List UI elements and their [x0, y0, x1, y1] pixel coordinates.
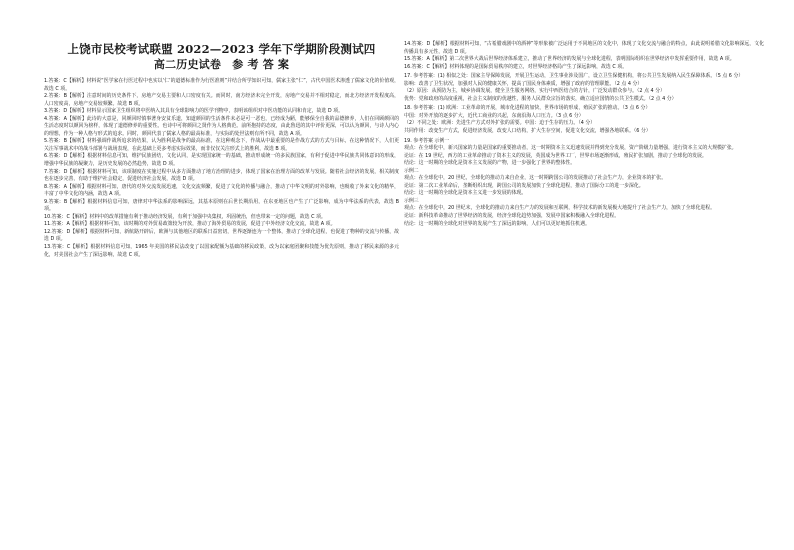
answer-paragraph: 共同作用：改变生产方式，促进经济发展，改变人口结构，扩大生存空间，促进文化交流，增强各地联系。（6 分） — [404, 128, 651, 135]
answer-paragraph: 论证：在 19 世纪，西方的工业革命推动了资本主义的发展，英国成为世界工厂，世界市场逐渐形成，殖民扩张加剧，推动了全球化的发展。 — [404, 152, 707, 159]
left-column — [44, 0, 399, 259]
answer-paragraph: 13.答案：C【解析】根据材料信息可知，1965 年美国的移民法改变了以国家配额为基础的移民政策，改为以家庭团聚和技能为优先原则，推动了移民来源的多元化，对美国社会产生了深远影响，故选 C 项。 — [44, 244, 399, 258]
answer-paragraph: 观点：在全球化中，20 世纪，全球化的推动力来自企业，这一时期跨国公司的发展推动了社会生产力，企业资本的扩张。 — [404, 175, 667, 182]
answer-paragraph: 16.答案：C【解析】材料体现的是国际贸易秩序的建立，对世界经济格局产生了深远影响，故选 C 项。 — [404, 63, 628, 70]
answer-paragraph: 结论：这一时期的全球化对世界的发展产生了深远的影响，人们可以更好地抓住机遇。 — [404, 220, 590, 227]
answer-paragraph: 9.答案：B【解析】根据材料信息可知，唐律对中华法系的影响深远，其基本原则在后世长期沿用，在东亚地区也产生了广泛影响，成为中华法系的代表，故选 B 项。 — [44, 198, 399, 213]
answer-paragraph: 观点：在全球化中，新兴国家的力量是国家的重要推动者，这一时期资本主义迅速发展并得到充分发展，资产阶级力量增强，进行资本主义的大规模扩张。 — [404, 145, 737, 152]
answer-paragraph: 观点：在全球化中，20 世纪末，全球化的推动力来自生产力的发展和互联网，科学技术的新发展极大地提升了社会生产力，加快了全球化进程。 — [404, 205, 716, 212]
answer-paragraph: 4.答案：A【解析】此诗的大意是，同颜回时慎事著身安贫乐道，知道颜回的生活条件未必是可一恶也，已经成为陋，能够保全自我的品德修养，人们在回顾颜回的生活态度时以颜回为榜样，体现了道德修养的重要性。也诗中可将颜回之贤作为人格典范。前所抱持的态度，由此鲁迅的其中评价更深，可以认为颜回，与诗人内心的理想，作为一种人格与形式的追求。同时，颜回代表了儒家人格的最高标准，与实际的处世法则有所不同，故选 A 项。 — [44, 115, 399, 137]
page-title: 上饶市民校考试联盟 2022—2023 学年下学期阶段测试四 — [67, 42, 376, 56]
right-column — [404, 41, 764, 228]
answer-paragraph: 结论：这一时期的全球化是资本主义进一步发展的体现。 — [404, 190, 527, 197]
answer-paragraph: 影响：改善了卫生状况，加强对人民的健康关怀，提高了国民身体素质，增强了政府的管理职能。（2 点 4 分） — [404, 80, 643, 87]
answer-paragraph: 3.答案：D【解析】材料显示国家卫生组织将中医纳入其具有全球影响力的医学刊物中，表明该组织对中医功能的认同和肯定，故选 D 项。 — [44, 108, 343, 115]
answer-paragraph: （2）不同之处：欧洲：先进生产方式对外扩张的需要。中国：迫于生存的压力。（4 分） — [404, 120, 596, 127]
answer-paragraph: 7.答案：D【解析】根据材料可知，该项制度在实施过程中从多方面推动了地方治理的进步，体现了国家在治理方面的改革与发展。随着社会经济的发展，相关制度也在逐步完善，有助于维护社会稳定，促进经济社会发展，故选 D 项。 — [44, 168, 399, 183]
answer-paragraph: 示例二 — [404, 167, 419, 174]
answer-paragraph: 18. 参考答案：(1) 欧洲：工业革命的开展，城市化进程的加快，世界市场的形成，殖民扩张的推动。（3 点 6 分） — [404, 105, 651, 112]
answer-paragraph: 中国：对外开放的逐步扩大，近代工商业的兴起，东南沿海人口压力。（3 点 6 分） — [404, 112, 584, 119]
answer-paragraph: 示例三 — [404, 197, 419, 204]
answer-paragraph: 结论：这一时期的全球化是资本主义发展的产物，进一步强化了世界的整体性。 — [404, 160, 576, 167]
answer-list-left — [44, 78, 399, 259]
answer-paragraph: 优势：党和政府的高度重视，社会主义制度的优越性，服务人民群众宗旨的落实，确立适应国情的公共卫生模式。（2 点 4 分） — [404, 95, 677, 102]
answer-paragraph: 论证：新科技革命推动了世界经济的发展，经济全球化趋势加强，发展中国家积极融入全球化进程。 — [404, 213, 620, 220]
answer-paragraph: 14.答案：D【解析】根据材料可知，“古希腊戏剧中的酒神”等形象被广泛运用于不同地区的文化中，体现了文化交流与融合的特点，由此说明希腊文化影响深远，文化传播具有多元性，故选 D 项。 — [404, 41, 764, 55]
page-subtitle: 高二历史试卷 参 考 答 案 — [153, 58, 290, 71]
answer-paragraph: 17. 参考答案：(1) 相似之处：国家主导保障发展，开展卫生运动，卫生事业涉及国广，设立卫生保健机构，将公共卫生发展纳入民生保障体系。（5 点 6 分） — [404, 73, 744, 80]
answer-paragraph: 12.答案：D【解析】根据材料可知，新航路开辟后，欧洲与其他地区的联系日益密切，世界逐渐连为一个整体，推动了全球化进程，也促进了物种的交流与传播，故选 D 项。 — [44, 228, 399, 243]
answer-paragraph: 11.答案：A【解析】根据材料可知，该时期的对外贸易政策较为开放，推动了海外贸易的发展，促进了中外经济文化交流，故选 A 项。 — [44, 221, 336, 228]
answer-paragraph: 10.答案：C【解析】材料中的改革措施有利于推动经济发展，有利于加强中央集权，巩固统治，但也带来一定的问题，故选 C 项。 — [44, 213, 326, 220]
answer-paragraph: （2）原因：从预防为主，城乡协调发展，健全卫生服务网络，实行中西医结合的方针，广泛发动群众参与。（2 点 4 分） — [404, 88, 665, 95]
answer-paragraph: 15.答案：A【解析】第二次世界大战后世界经济体系建立，推动了世界经济的发展与全球化进程，表明国际组织在世界经济中发挥重要作用，故选 A 项。 — [404, 56, 735, 63]
answer-paragraph: 8.答案：A【解析】根据材料可知，唐代的对外交流发展迅速，文化交流频繁，促进了文化的传播与融合，推动了中华文明的对外影响，也吸收了外来文化的精华，丰富了中华文化的内涵，故选 A 项。 — [44, 183, 399, 198]
answer-paragraph: 1.答案：C【解析】材料说“医学家在行医过程中也实以‘仁’的道德标准作为行医准则”并结合所学知识可知，儒家主张“仁”，古代中国医术渗透了儒家文化的价值观，故选 C 项。 — [44, 78, 399, 92]
answer-paragraph: 5.答案：B【解析】材料强调作战所追求的结果，认为胜利是战争的最高标准，在这种观念下，作战从中最重要的是作战方式的方式与目标，在这种情况下，人们更关注军事战术中的战斗部署与战场表现，在此基础上更多考虑实际效果，而非仅仅关注形式上的胜利，故选 B 项。 — [44, 138, 399, 152]
answer-paragraph: 19. 参考答案 示例一 — [404, 137, 450, 144]
answer-paragraph: 6.答案：D【解析】根据材料信息可知，维护民族团结，文化认同，是实现国家统一的基础，推动形成统一的多民族国家，有利于促进中华民族共同体意识的形成，增强中华民族的凝聚力，是历史发展的必然趋势，故选 D 项。 — [44, 153, 399, 168]
answer-paragraph: 论证：第二次工业革命后，垄断组织出现，跨国公司的发展加快了全球化进程，推动了国际分工的进一步深化。 — [404, 182, 644, 189]
answer-paragraph: 2.答案：B【解析】注意时间的历史条件下，房地产交易主要和人口密度有关。而同时，南方经济未完全开发，房地产交易并不相对稳定，而北方经济开发程度高，人口密度高，房地产交易较频繁。故选 B 项。 — [44, 93, 399, 107]
